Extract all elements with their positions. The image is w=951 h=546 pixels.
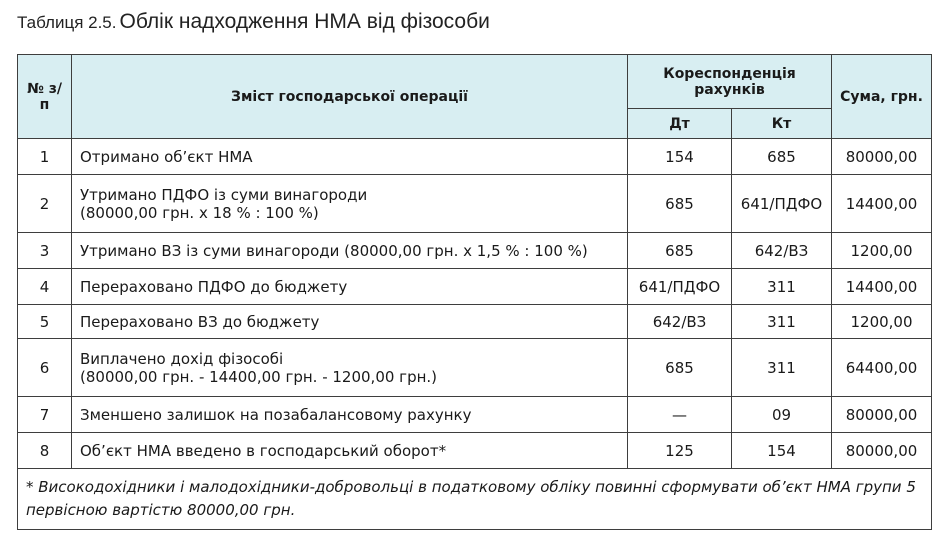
row-content — [72, 175, 628, 233]
row-credit: 311 — [732, 305, 832, 339]
row-credit: 642/ВЗ — [732, 233, 832, 269]
row-content — [72, 233, 628, 269]
row-sum: 80000,00 — [832, 433, 932, 469]
header-dt: Дт — [628, 109, 732, 139]
row-number: 2 — [18, 175, 72, 233]
row-content — [72, 269, 628, 305]
row-content-line: Утримано ПДФО із суми винагороди — [80, 185, 368, 204]
row-number: 4 — [18, 269, 72, 305]
row-debit: — — [628, 397, 732, 433]
row-credit: 641/ПДФО — [732, 175, 832, 233]
row-content-line: Зменшено залишок на позабалансовому рахунку — [80, 405, 472, 424]
header-correspondence: Кореспонденція рахунків — [628, 55, 832, 109]
table-body — [18, 139, 932, 469]
row-number: 8 — [18, 433, 72, 469]
accounting-table — [17, 54, 932, 530]
row-content-line: (80000,00 грн. - 14400,00 грн. - 1200,00 грн.) — [80, 367, 438, 386]
row-sum: 1200,00 — [832, 233, 932, 269]
table-row — [18, 397, 932, 433]
header-kt: Кт — [732, 109, 832, 139]
row-number: 7 — [18, 397, 72, 433]
row-sum: 64400,00 — [832, 339, 932, 397]
table-row — [18, 305, 932, 339]
header-sum: Сума, грн. — [832, 55, 932, 139]
row-debit: 154 — [628, 139, 732, 175]
table-title: Облік надходження НМА від фізособи — [119, 10, 490, 33]
footnote: * Високодохідники і малодохідники-добровольці в податковому обліку повинні сформувати об’єкт НМА групи 5 первісною вартістю 80000,00 грн. — [18, 469, 932, 530]
row-debit: 641/ПДФО — [628, 269, 732, 305]
row-debit: 685 — [628, 233, 732, 269]
row-content — [72, 433, 628, 469]
row-sum: 14400,00 — [832, 175, 932, 233]
row-content — [72, 339, 628, 397]
row-sum: 80000,00 — [832, 397, 932, 433]
row-content — [72, 139, 628, 175]
row-sum: 14400,00 — [832, 269, 932, 305]
table-row — [18, 339, 932, 397]
row-credit: 154 — [732, 433, 832, 469]
table-row — [18, 233, 932, 269]
row-debit: 642/ВЗ — [628, 305, 732, 339]
row-number: 6 — [18, 339, 72, 397]
row-credit: 311 — [732, 339, 832, 397]
row-content-line: Перераховано ПДФО до бюджету — [80, 277, 348, 296]
row-content-line: Виплачено дохід фізособі — [80, 349, 284, 368]
table-row — [18, 433, 932, 469]
row-number: 5 — [18, 305, 72, 339]
header-content: Зміст господарської операції — [72, 55, 628, 139]
row-content-line: Отримано об’єкт НМА — [80, 147, 253, 166]
row-content — [72, 305, 628, 339]
row-debit: 125 — [628, 433, 732, 469]
table-row — [18, 175, 932, 233]
row-number: 3 — [18, 233, 72, 269]
row-sum: 1200,00 — [832, 305, 932, 339]
row-credit: 311 — [732, 269, 832, 305]
table-row — [18, 139, 932, 175]
row-credit: 685 — [732, 139, 832, 175]
row-content-line: Об’єкт НМА введено в господарський оборот* — [80, 441, 447, 460]
row-content-line: (80000,00 грн. х 18 % : 100 %) — [80, 203, 319, 222]
row-content-line: Перераховано ВЗ до бюджету — [80, 312, 320, 331]
row-credit: 09 — [732, 397, 832, 433]
table-number: Таблиця 2.5. — [17, 13, 117, 32]
row-number: 1 — [18, 139, 72, 175]
table-row — [18, 269, 932, 305]
row-debit: 685 — [628, 339, 732, 397]
row-content-line: Утримано ВЗ із суми винагороди (80000,00 грн. х 1,5 % : 100 %) — [80, 241, 588, 260]
header-num: № з/п — [18, 55, 72, 139]
row-debit: 685 — [628, 175, 732, 233]
table-caption — [17, 10, 490, 34]
row-content — [72, 397, 628, 433]
row-sum: 80000,00 — [832, 139, 932, 175]
